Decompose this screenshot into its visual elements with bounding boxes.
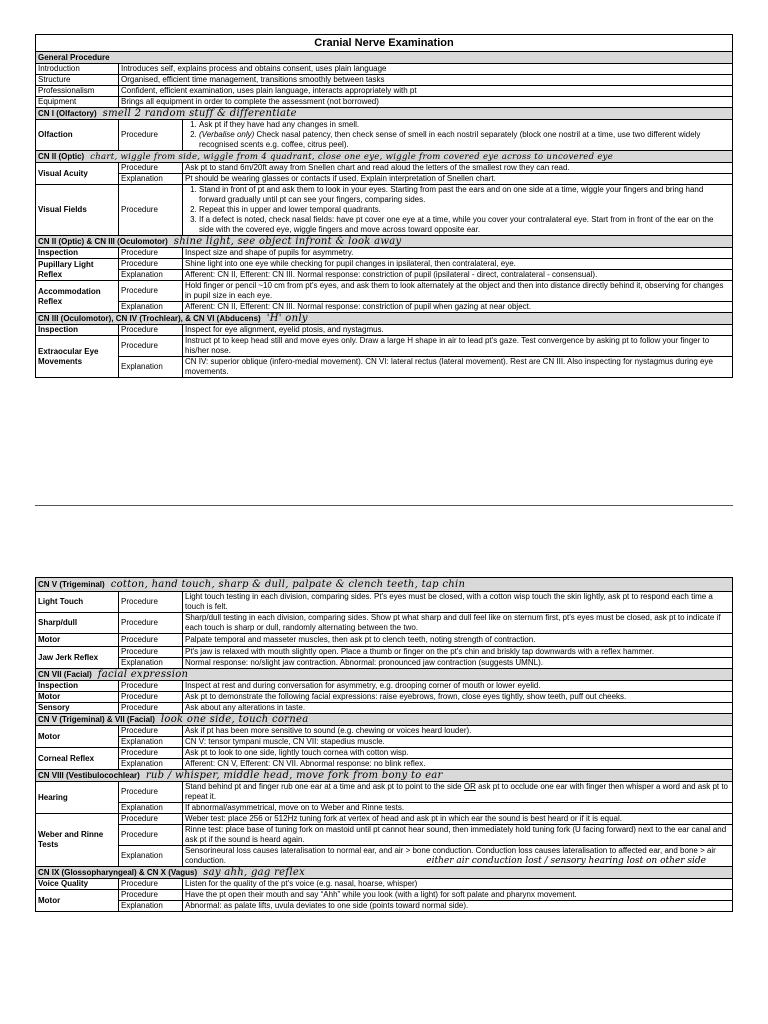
row-text: Introduces self, explains process and obtains consent, uses plain language [119,64,733,75]
row-text: Pt should be wearing glasses or contacts if used. Explain interpretation of Snellen chart. [183,174,733,185]
row-text: Stand behind pt and finger rub one ear at a time and ask pt to point to the side [185,782,464,791]
row-label: Jaw Jerk Reflex [36,647,119,669]
row-type: Explanation [119,174,183,185]
row-label: Voice Quality [36,879,119,890]
section-heading: CN III (Oculomotor), CN IV (Trochlear), & CN VI (Abducens) [38,313,261,323]
row-type: Explanation [119,658,183,669]
row-text: Organised, efficient time management, transitions smoothly between tasks [119,75,733,86]
section-cn7 [36,669,733,681]
row-type: Procedure [119,748,183,759]
row-text: Have the pt open their mouth and say “Ahh” while you look (with a light) for soft palate and pharynx movement. [183,890,733,901]
row-text: Pt's jaw is relaxed with mouth slightly open. Place a thumb or finger on the pt's chin and briskly tap downwards with a reflex hammer. [183,647,733,658]
handwritten-note: 'H' only [266,312,308,324]
section-heading: General Procedure [36,52,733,64]
row-type: Procedure [119,825,183,846]
row-label: Structure [36,75,119,86]
section-cn8 [36,770,733,782]
row-label: Pupillary Light Reflex [36,259,119,281]
row-text: Ask pt to stand 6m/20ft away from Snellen chart and read aloud the letters of the smallest row they can read. [183,163,733,174]
row-type: Procedure [119,782,183,803]
row-label: Sharp/dull [36,613,119,634]
row-type: Procedure [119,325,183,336]
row-label: Visual Acuity [36,163,119,185]
row-type: Procedure [119,259,183,270]
handwritten-note: say ahh, gag reflex [203,866,306,878]
row-type: Procedure [119,681,183,692]
row-text: Afferent: CN II, Efferent: CN III. Normal response: constriction of pupil (ipsilateral - direct, contralateral - consensual). [183,270,733,281]
handwritten-note: chart, wiggle from side, wiggle from 4 quadrant, close one eye, wiggle from covered eye across to uncovered eye [90,151,614,162]
handwritten-note: facial expression [97,668,189,680]
row-text: Ask pt to look to one side, lightly touch cornea with cotton wisp. [183,748,733,759]
section-cn1 [36,108,733,120]
row-type: Procedure [119,120,183,151]
row-text: Confident, efficient examination, uses plain language, interacts appropriately with pt [119,86,733,97]
row-text: Instruct pt to keep head still and move eyes only. Draw a large H shape in air to lead pt's gaze. Test convergence by asking pt to follow your finger to his/her nose. [183,336,733,357]
row-text: Inspect at rest and during conversation for asymmetry, e.g. drooping corner of mouth or lower eyelid. [183,681,733,692]
row-label: Motor [36,890,119,912]
row-type: Explanation [119,270,183,281]
olfaction-procedure [183,120,733,151]
row-text: If abnormal/asymmetrical, move on to Weber and Rinne tests. [183,803,733,814]
row-type: Procedure [119,281,183,302]
page-divider [35,505,733,506]
list-item: 1. Ask pt if they have had any changes in smell. [199,120,730,130]
hearing-procedure [183,782,733,803]
row-text: Palpate temporal and masseter muscles, then ask pt to clench teeth, noting strength of contraction. [183,634,733,647]
handwritten-note: either air conduction lost / sensory hearing lost on other side [426,856,706,866]
section-general [36,52,733,64]
row-label: Motor [36,692,119,703]
section-heading: CN IX (Glossopharyngeal) & CN X (Vagus) [38,867,198,877]
section-cn5 [36,578,733,592]
row-type: Procedure [119,692,183,703]
row-type: Explanation [119,302,183,313]
row-type: Procedure [119,634,183,647]
row-type: Procedure [119,336,183,357]
row-text: CN V: tensor tympani muscle, CN VII: stapedius muscle. [183,737,733,748]
row-text: Inspect size and shape of pupils for asymmetry. [183,248,733,259]
section-cn2-cn3 [36,236,733,248]
cranial-nerve-table-upper [35,34,733,378]
handwritten-note: smell 2 random stuff & differentiate [102,107,297,119]
row-type: Explanation [119,901,183,912]
row-label: Introduction [36,64,119,75]
row-text: ask pt to occlude one ear with finger then whisper a word and ask pt to repeat it. [185,782,729,801]
visual-fields-procedure [183,185,733,236]
list-item-text: Check nasal patency, then check sense of smell in each nostril separately (block one nostril at a time, use two different widely recognised scents e.g. coffee, citrus peel). [199,130,701,149]
row-text: Ask pt to demonstrate the following facial expressions: raise eyebrows, frown, close eyes tightly, show teeth, puff out cheeks. [183,692,733,703]
row-type: Procedure [119,163,183,174]
row-text: Ask about any alterations in taste. [183,703,733,714]
row-text: Hold finger or pencil ~10 cm from pt's eyes, and ask them to look alternately at the object and then into distance directly behind it, observing for changes in pupil size in each eye. [183,281,733,302]
row-label: Motor [36,634,119,647]
row-label: Professionalism [36,86,119,97]
row-text: Brings all equipment in order to complete the assessment (not borrowed) [119,97,733,108]
row-text: Sharp/dull testing in each division, comparing sides. Show pt what sharp and dull feel like on sternum first, pt's eyes must be closed, ask pt to indicate if each touch is sharp or dull, randomly alternating between the two. [183,613,733,634]
row-type: Procedure [119,613,183,634]
section-cn2 [36,151,733,163]
handwritten-note: look one side, touch cornea [160,713,309,725]
row-text: Weber test: place 256 or 512Hz tuning fork at vertex of head and ask pt in which ear the sound is best heard or if it is equal. [183,814,733,825]
row-text: Rinne test: place base of tuning fork on mastoid until pt cannot hear sound, then immediately hold tuning fork (U facing forward) next to the ear canal and ask pt if the sound is heard again. [183,825,733,846]
row-type: Procedure [119,248,183,259]
section-heading: CN VII (Facial) [38,669,92,679]
list-item: 2. Repeat this in upper and lower temporal quadrants. [199,205,730,215]
list-item: 3. If a defect is noted, check nasal fields: have pt cover one eye at a time, while you cover your contralateral eye. Start from in front of the ear on the side with the covered eye, wiggle fingers and move across toward opposite ear. [199,215,730,235]
row-label: Olfaction [36,120,119,151]
section-heading: CN VIII (Vestibulocochlear) [38,770,140,780]
section-heading: CN V (Trigeminal) & VII (Facial) [38,714,155,724]
row-label: Inspection [36,681,119,692]
row-type: Procedure [119,726,183,737]
row-text: Inspect for eye alignment, eyelid ptosis, and nystagmus. [183,325,733,336]
row-text: Light touch testing in each division, comparing sides. Pt's eyes must be closed, with a cotton wisp touch the skin lightly, ask pt to respond each time a touch is felt. [183,592,733,613]
row-label: Extraocular Eye Movements [36,336,119,378]
row-text: Ask if pt has been more sensitive to sound (e.g. chewing or voices heard louder). [183,726,733,737]
section-heading: CN II (Optic) [38,151,85,161]
row-type: Procedure [119,592,183,613]
row-label: Inspection [36,248,119,259]
table-title: Cranial Nerve Examination [36,35,733,52]
row-text: Shine light into one eye while checking for pupil changes in ipsilateral, then contralateral, eye. [183,259,733,270]
row-type: Procedure [119,185,183,236]
row-type: Procedure [119,647,183,658]
list-item [199,130,730,150]
row-type: Explanation [119,759,183,770]
section-cn5-cn7 [36,714,733,726]
row-label: Corneal Reflex [36,748,119,770]
section-heading: CN I (Olfactory) [38,108,97,118]
row-type: Explanation [119,803,183,814]
row-text: Normal response: no/slight jaw contraction. Abnormal: pronounced jaw contraction (suggests UMNL). [183,658,733,669]
row-text: Afferent: CN V, Efferent: CN VII. Abnormal response: no blink reflex. [183,759,733,770]
row-label: Inspection [36,325,119,336]
section-heading: CN II (Optic) & CN III (Oculomotor) [38,236,168,246]
row-label: Hearing [36,782,119,814]
handwritten-note: shine light, see object infront & look away [173,235,402,247]
row-text: Afferent: CN II, Efferent: CN III. Normal response: constriction of pupil when gazing at near object. [183,302,733,313]
row-type: Explanation [119,846,183,867]
row-type: Procedure [119,814,183,825]
handwritten-note: rub / whisper, middle head, move fork from bony to ear [145,769,443,781]
row-label: Visual Fields [36,185,119,236]
row-text: Listen for the quality of the pt's voice (e.g. nasal, hoarse, whisper) [183,879,733,890]
row-label: Motor [36,726,119,748]
row-type: Procedure [119,890,183,901]
cranial-nerve-table-lower [35,577,733,912]
list-item: 1. Stand in front of pt and ask them to look in your eyes. Starting from past the ears and on one side at a time, wiggle your fingers and bring hand forward gradually until pt can see your fingers, comparing sides. [199,185,730,205]
weber-rinne-explanation [183,846,733,867]
row-text: Sensorineural loss causes lateralisation to normal ear, and air > bone conduction. Conduction loss causes lateralisation to affected ear, and bone > air conduction. [185,846,716,865]
verbalise-note: (Verbalise only) [199,130,255,139]
row-text: Abnormal: as palate lifts, uvula deviates to one side (points toward normal side). [183,901,733,912]
row-type: Procedure [119,703,183,714]
row-label: Light Touch [36,592,119,613]
section-heading: CN V (Trigeminal) [38,579,105,589]
row-label: Sensory [36,703,119,714]
row-type: Procedure [119,879,183,890]
row-label: Equipment [36,97,119,108]
row-text: CN IV: superior oblique (infero-medial movement). CN VI: lateral rectus (lateral movement). Rest are CN III. Also inspecting for nystagmus during eye movements. [183,357,733,378]
row-type: Explanation [119,357,183,378]
row-type: Explanation [119,737,183,748]
or-emphasis: OR [463,782,476,791]
row-label: Weber and Rinne Tests [36,814,119,867]
handwritten-note: cotton, hand touch, sharp & dull, palpate & clench teeth, tap chin [110,578,466,590]
section-cn3-cn4-cn6 [36,313,733,325]
section-cn9-cn10 [36,867,733,879]
row-label: Accommodation Reflex [36,281,119,313]
